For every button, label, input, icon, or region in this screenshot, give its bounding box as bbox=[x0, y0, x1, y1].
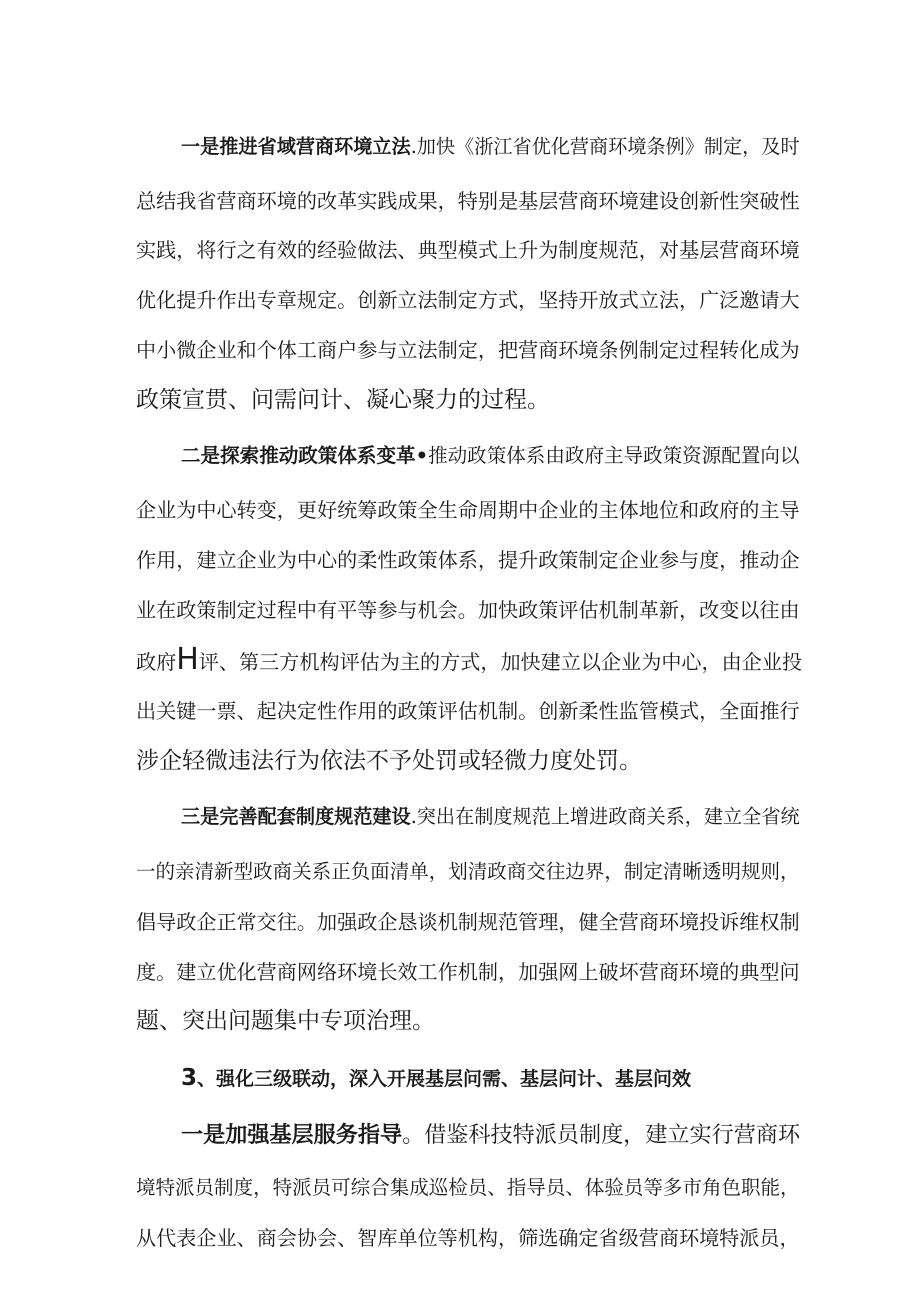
paragraph-2-line-3: 作用，建立企业为中心的柔性政策体系，提升政策制定企业参与度，推动企 bbox=[136, 548, 800, 572]
paragraph-1-line-5: 中小微企业和个体工商户参与立法制定，把营商环境条例制定过程转化成为 bbox=[136, 338, 800, 362]
paragraph-3-lead-heading: 三是完善配套制度规范建设 bbox=[181, 805, 411, 828]
paragraph-1-line-6: 政策宣贯、问需问计、凝心聚力的过程。 bbox=[136, 387, 550, 413]
paragraph-1-line-1: 一是推进省域营商环境立法.加快《浙江省优化营商环境条例》制定，及时 bbox=[181, 135, 800, 158]
paragraph-2-line-6: 出关键一票、起决定性作用的政策评估机制。创新柔性监管模式，全面推行 bbox=[136, 699, 800, 723]
section-heading-text: 、强化三级联动，深入开展基层问需、基层问计、基层问效 bbox=[197, 1068, 692, 1090]
section-number: 3 bbox=[181, 1065, 198, 1091]
paragraph-1-line-3: 实践，将行之有效的经验做法、典型模式上升为制度规范，对基层营商环境 bbox=[136, 238, 800, 262]
paragraph-4-line-3: 从代表企业、商会协会、智库单位等机构，筛选确定省级营商环境特派员， bbox=[136, 1226, 800, 1250]
paragraph-2-line-1: 二是探索推动政策体系变革•推动政策体系由政府主导政策资源配置向以 bbox=[181, 444, 800, 467]
paragraph-1-line-2: 总结我省营商环境的改革实践成果，特别是基层营商环境建设创新性突破性 bbox=[136, 189, 800, 213]
paragraph-2-line-5: 政府H评、第三方机构评估为主的方式，加快建立以企业为中心，由企业投 bbox=[136, 642, 803, 677]
paragraph-3-line-2: 一的亲清新型政商关系正负面清单，划清政商交往边界，制定清晰透明规则， bbox=[136, 860, 800, 883]
paragraph-4-lead-heading: 一是加强基层服务指导 bbox=[181, 1122, 403, 1148]
paragraph-4-line-1: 一是加强基层服务指导。借鉴科技特派员制度，建立实行营商环 bbox=[181, 1122, 801, 1148]
paragraph-2-line-2: 企业为中心转变，更好统筹政策全生命周期中企业的主体地位和政府的主导 bbox=[136, 498, 800, 522]
paragraph-3-line-1: 三是完善配套制度规范建设.突出在制度规范上增进政商关系，建立全省统 bbox=[181, 805, 800, 828]
section-heading-3 bbox=[0, 1063, 920, 1094]
paragraph-1-lead-heading: 一是推进省域营商环境立法 bbox=[181, 135, 411, 158]
paragraph-2-lead-heading: 二是探索推动政策体系变革• bbox=[181, 444, 429, 467]
paragraph-2-line-4: 业在政策制定过程中有平等参与机会。加快政策评估机制革新，改变以往由 bbox=[136, 598, 800, 622]
paragraph-3-line-4: 度。建立优化营商网络环境长效工作机制，加强网上破坏营商环境的典型问 bbox=[136, 960, 800, 984]
paragraph-3-line-3: 倡导政企正常交往。加强政企恳谈机制规范管理，健全营商环境投诉维权制 bbox=[136, 910, 800, 934]
paragraph-3-line-5: 题、突出问题集中专项治理。 bbox=[136, 1008, 435, 1034]
paragraph-4-line-2: 境特派员制度，特派员可综合集成巡检员、指导员、体验员等多市角色职能， bbox=[136, 1176, 800, 1199]
paragraph-1-line-4: 优化提升作出专章规定。创新立法制定方式，坚持开放式立法，广泛邀请大 bbox=[136, 288, 800, 312]
paragraph-2-line-7: 涉企轻微违法行为依法不予处罚或轻微力度处罚。 bbox=[136, 748, 642, 774]
